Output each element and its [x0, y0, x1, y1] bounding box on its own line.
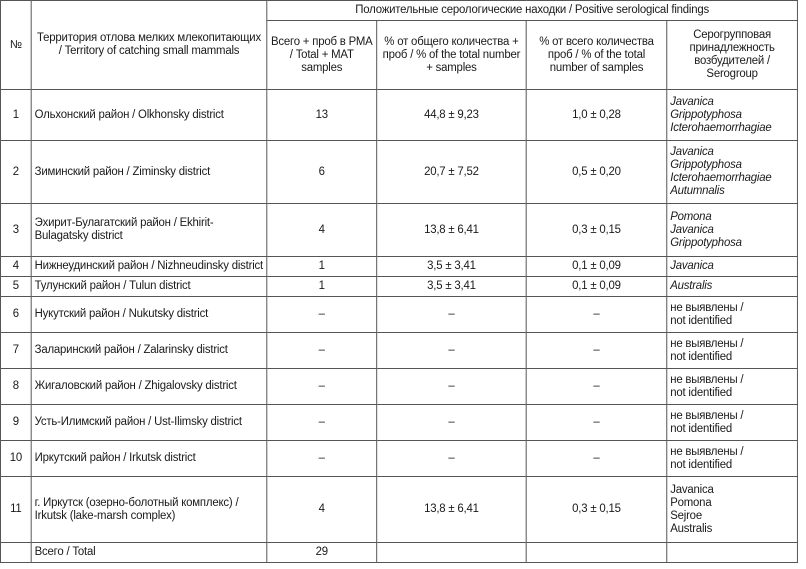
row-number: 1 [0, 90, 31, 141]
serogroup-item: Autumnalis [670, 185, 725, 197]
pct-of-positive-cell: 3,5 ± 3,41 [377, 257, 526, 277]
serogroup-item: не выявлены / [670, 409, 744, 422]
territory-cell: Тулунский район / Tulun district [31, 277, 267, 297]
territory-cell: Иркутский район / Irkutsk district [31, 441, 267, 477]
serogroup-cell [667, 204, 798, 257]
header-total-samples: Всего + проб в РМА / Total + MAT samples [267, 21, 377, 90]
territory-cell: Эхирит-Булагатский район / Ekhirit-Bulagatsky district [31, 204, 267, 257]
table-row [0, 257, 797, 277]
serogroup-item: Javanica [670, 483, 714, 496]
table-row [0, 204, 797, 257]
table-row [0, 277, 797, 297]
header-positive-findings: Положительные серологические находки / Positive serological findings [267, 1, 798, 21]
serogroup-item: не выявлены / [670, 445, 744, 458]
total-samples-cell: 13 [267, 90, 377, 141]
header-territory: Территория отлова мелких млекопитающих / Territory of catching small mammals [31, 1, 267, 90]
pct-of-all-cell: – [526, 333, 667, 369]
territory-cell: Нукутский район / Nukutsky district [31, 297, 267, 333]
total-samples-cell: – [267, 441, 377, 477]
table-row [0, 405, 797, 441]
serogroup-cell [667, 441, 798, 477]
table-row [0, 369, 797, 405]
serogroup-item: Australis [670, 280, 713, 292]
row-number: 7 [0, 333, 31, 369]
serogroup-cell [667, 369, 798, 405]
table-row [0, 297, 797, 333]
row-number: 6 [0, 297, 31, 333]
pct-of-all-cell: – [526, 405, 667, 441]
pct-of-all-cell: 0,1 ± 0,09 [526, 277, 667, 297]
serogroup-cell [667, 333, 798, 369]
serogroup-cell [667, 297, 798, 333]
pct-of-all-cell: – [526, 441, 667, 477]
header-pct-of-positive: % от общего количества + проб / % of the total number + samples [377, 21, 526, 90]
serogroup-item: Icterohaemorrhagiae [670, 121, 772, 134]
serogroup-cell [667, 405, 798, 441]
row-number: 2 [0, 141, 31, 204]
total-value: 29 [267, 543, 377, 563]
serogroup-cell [667, 277, 798, 297]
serogroup-item: не выявлены / [670, 373, 744, 386]
pct-of-positive-cell: – [377, 333, 526, 369]
serogroup-item: Javanica [670, 223, 714, 236]
serogroup-item: not identified [670, 422, 733, 435]
serogroup-item: Pomona [670, 496, 712, 509]
pct-of-all-cell: 0,3 ± 0,15 [526, 204, 667, 257]
row-number: 3 [0, 204, 31, 257]
total-samples-cell: 1 [267, 277, 377, 297]
row-number: 10 [0, 441, 31, 477]
table-row [0, 441, 797, 477]
territory-cell: Зиминский район / Ziminsky district [31, 141, 267, 204]
total-samples-cell: 1 [267, 257, 377, 277]
row-number: 4 [0, 257, 31, 277]
territory-cell: г. Иркутск (озерно-болотный комплекс) / Irkutsk (lake-marsh complex) [31, 477, 267, 543]
pct-of-positive-cell: 3,5 ± 3,41 [377, 277, 526, 297]
total-samples-cell: – [267, 297, 377, 333]
total-samples-cell: – [267, 405, 377, 441]
row-number: 11 [0, 477, 31, 543]
header-serogroup: Серогрупповая принадлежность возбудителей / Serogroup [667, 21, 798, 90]
table-row [0, 333, 797, 369]
pct-of-positive-cell: 13,8 ± 6,41 [377, 477, 526, 543]
table-row [0, 477, 797, 543]
pct-of-positive-cell: 13,8 ± 6,41 [377, 204, 526, 257]
pct-of-all-cell: – [526, 369, 667, 405]
pct-of-positive-cell: – [377, 369, 526, 405]
serogroup-item: Sejroe [670, 509, 702, 522]
serogroup-item: not identified [670, 458, 733, 471]
serogroup-item: Grippotyphosa [670, 236, 742, 249]
serogroup-item: Grippotyphosa [670, 108, 742, 121]
table-row [0, 90, 797, 141]
territory-cell: Жигаловский район / Zhigalovsky district [31, 369, 267, 405]
serogroup-cell [667, 257, 798, 277]
pct-of-all-cell: 0,3 ± 0,15 [526, 477, 667, 543]
serogroup-item: Javanica [670, 260, 714, 272]
serogroup-item: Australis [670, 522, 713, 535]
serogroup-item: not identified [670, 314, 733, 327]
total-samples-cell: – [267, 369, 377, 405]
serogroup-item: not identified [670, 386, 733, 399]
pct-of-all-cell: – [526, 297, 667, 333]
serogroup-cell [667, 477, 798, 543]
table-row [0, 141, 797, 204]
total-row-empty-cell [667, 543, 798, 563]
serogroup-cell [667, 90, 798, 141]
total-samples-cell: 6 [267, 141, 377, 204]
serogroup-item: Grippotyphosa [670, 159, 742, 171]
pct-of-positive-cell: 44,8 ± 9,23 [377, 90, 526, 141]
total-label: Всего / Total [31, 543, 267, 563]
total-row-empty-cell [526, 543, 667, 563]
total-samples-cell: 4 [267, 204, 377, 257]
serogroup-item: Pomona [670, 210, 712, 223]
header-row-top [0, 1, 797, 21]
total-row-empty-cell [0, 543, 31, 563]
total-samples-cell: 4 [267, 477, 377, 543]
serogroup-item: не выявлены / [670, 337, 744, 350]
serogroup-item: not identified [670, 350, 733, 363]
row-number: 9 [0, 405, 31, 441]
total-row [0, 543, 797, 563]
pct-of-positive-cell: – [377, 297, 526, 333]
pct-of-all-cell: 0,5 ± 0,20 [526, 141, 667, 204]
serogroup-item: не выявлены / [670, 301, 744, 314]
serogroup-item: Icterohaemorrhagiae [670, 172, 772, 184]
total-row-empty-cell [377, 543, 526, 563]
territory-cell: Нижнеудинский район / Nizhneudinsky district [31, 257, 267, 277]
pct-of-positive-cell: 20,7 ± 7,52 [377, 141, 526, 204]
row-number: 8 [0, 369, 31, 405]
serogroup-item: Javanica [670, 95, 714, 108]
total-samples-cell: – [267, 333, 377, 369]
territory-cell: Усть-Илимский район / Ust-Ilimsky district [31, 405, 267, 441]
pct-of-positive-cell: – [377, 441, 526, 477]
pct-of-all-cell: 0,1 ± 0,09 [526, 257, 667, 277]
pct-of-positive-cell: – [377, 405, 526, 441]
territory-cell: Заларинский район / Zalarinsky district [31, 333, 267, 369]
serogroup-item: Javanica [670, 146, 714, 158]
row-number: 5 [0, 277, 31, 297]
pct-of-all-cell: 1,0 ± 0,28 [526, 90, 667, 141]
header-no: № [0, 1, 31, 90]
header-pct-of-all: % от всего количества проб / % of the total number of samples [526, 21, 667, 90]
serogroup-cell [667, 141, 798, 204]
territory-cell: Ольхонский район / Olkhonsky district [31, 90, 267, 141]
